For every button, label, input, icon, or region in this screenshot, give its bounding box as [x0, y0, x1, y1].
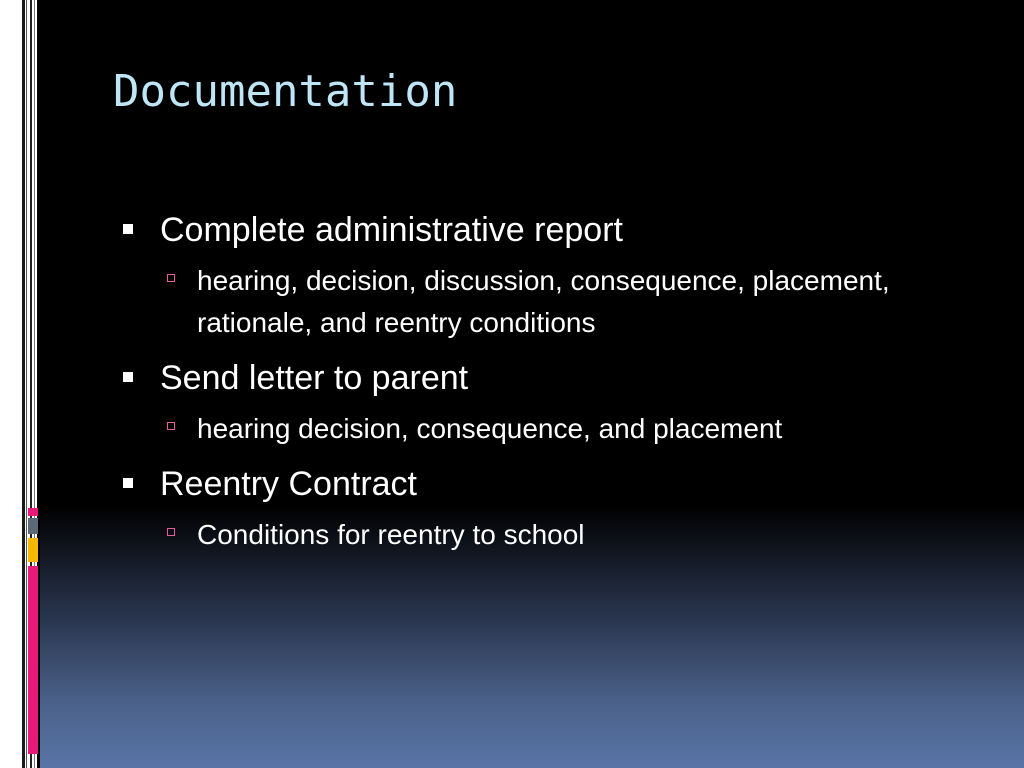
- bullet-complete-report: [123, 208, 1003, 252]
- square-bullet-icon: [123, 224, 133, 234]
- sub-bullet-text: hearing, decision, discussion, consequence, placement, rationale, and reentry conditions: [197, 265, 890, 338]
- accent-pink-top: [28, 508, 38, 516]
- slide-title: Documentation: [113, 66, 458, 117]
- left-decor-strip: [0, 0, 40, 768]
- sub-bullet-contract-details: [160, 514, 1003, 556]
- bullet-text: Reentry Contract: [160, 465, 417, 503]
- sub-bullet-text: Conditions for reentry to school: [197, 519, 585, 550]
- square-bullet-icon: [123, 478, 133, 488]
- hollow-square-bullet-icon: [167, 422, 175, 430]
- bullet-text: Complete administrative report: [160, 211, 623, 249]
- bullet-text: Send letter to parent: [160, 359, 469, 397]
- sub-bullet-report-details: [160, 260, 1003, 344]
- bullet-reentry-contract: [123, 462, 1003, 506]
- square-bullet-icon: [123, 372, 133, 382]
- sub-bullet-text: hearing decision, consequence, and placement: [197, 413, 783, 444]
- hollow-square-bullet-icon: [167, 274, 175, 282]
- sub-bullet-letter-details: [160, 408, 1003, 450]
- bullet-send-letter: [123, 356, 1003, 400]
- slide-content: [123, 208, 1003, 568]
- accent-gray: [28, 518, 38, 534]
- accent-pink-long: [28, 566, 38, 754]
- accent-yellow: [28, 538, 38, 562]
- hollow-square-bullet-icon: [167, 528, 175, 536]
